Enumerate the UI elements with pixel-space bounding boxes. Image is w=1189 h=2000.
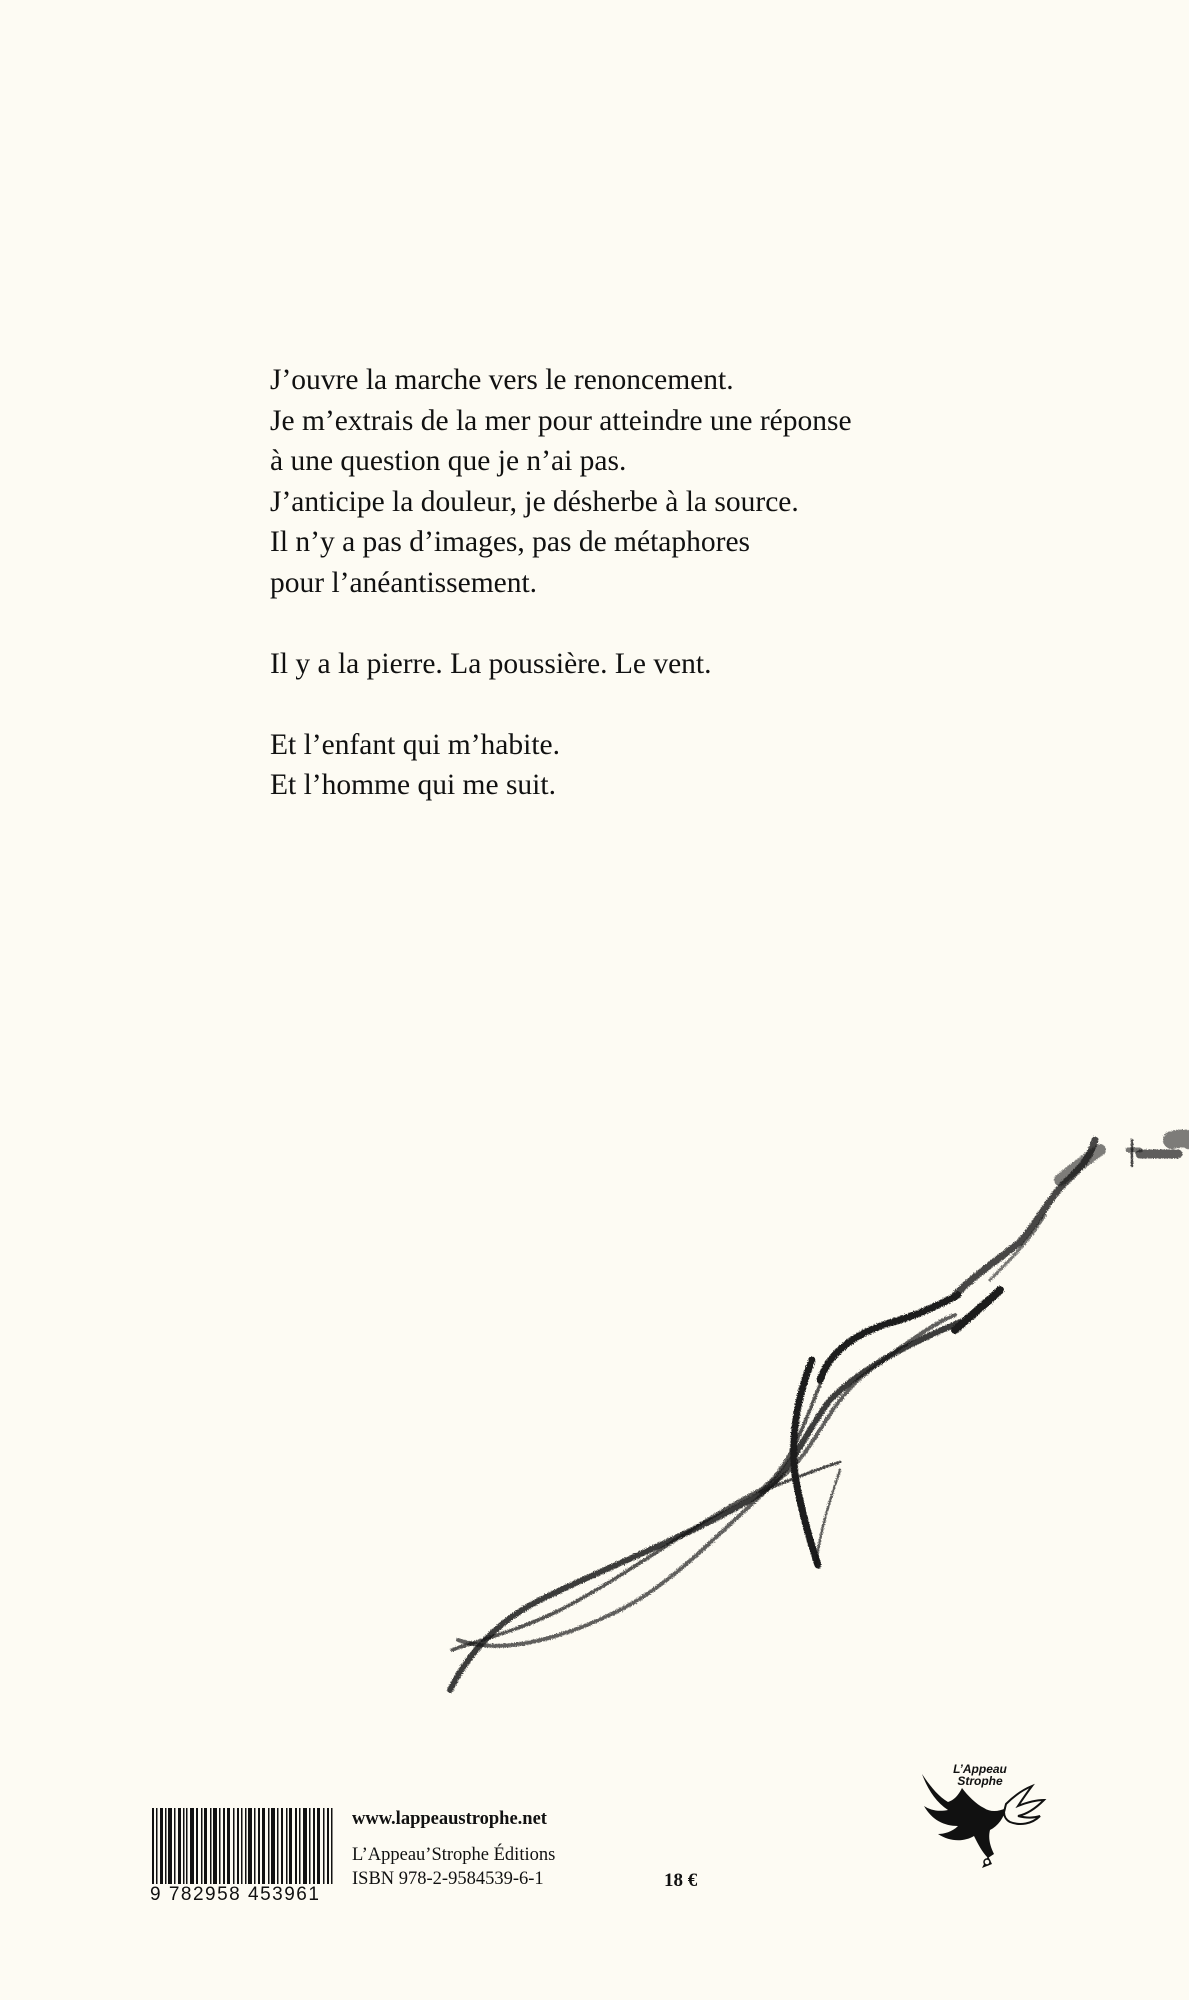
poem-line: Et l’enfant qui m’habite. <box>270 728 560 761</box>
poem-line: J’anticipe la douleur, je désherbe à la source. <box>270 485 799 518</box>
logo-line-2: Strophe <box>957 1774 1003 1788</box>
price: 18 € <box>664 1870 698 1891</box>
logo-line-1: L’Appeau <box>953 1762 1007 1776</box>
poem-line: Et l’homme qui me suit. <box>270 769 556 801</box>
poem-line: à une question que je n’ai pas. <box>270 445 627 477</box>
poem-line: J’ouvre la marche vers le renoncement. <box>270 364 734 396</box>
poem-line: Il y a la pierre. La poussière. Le vent. <box>270 647 712 680</box>
poem-line: Il n’y a pas d’images, pas de métaphores <box>270 526 751 558</box>
website-link[interactable]: www.lappeaustrophe.net <box>352 1809 547 1829</box>
barcode-digits: 9 782958 453961 <box>150 1884 340 1906</box>
poem-line: Je m’extrais de la mer pour atteindre une réponse <box>270 404 852 437</box>
poem-line: pour l’anéantissement. <box>270 566 538 599</box>
isbn: ISBN 978-2-9584539-6-1 <box>352 1869 544 1889</box>
publisher-name: L’Appeau’Strophe Éditions <box>352 1845 556 1865</box>
bird-quill-icon <box>918 1760 1048 1870</box>
publisher-info <box>352 1807 555 1891</box>
